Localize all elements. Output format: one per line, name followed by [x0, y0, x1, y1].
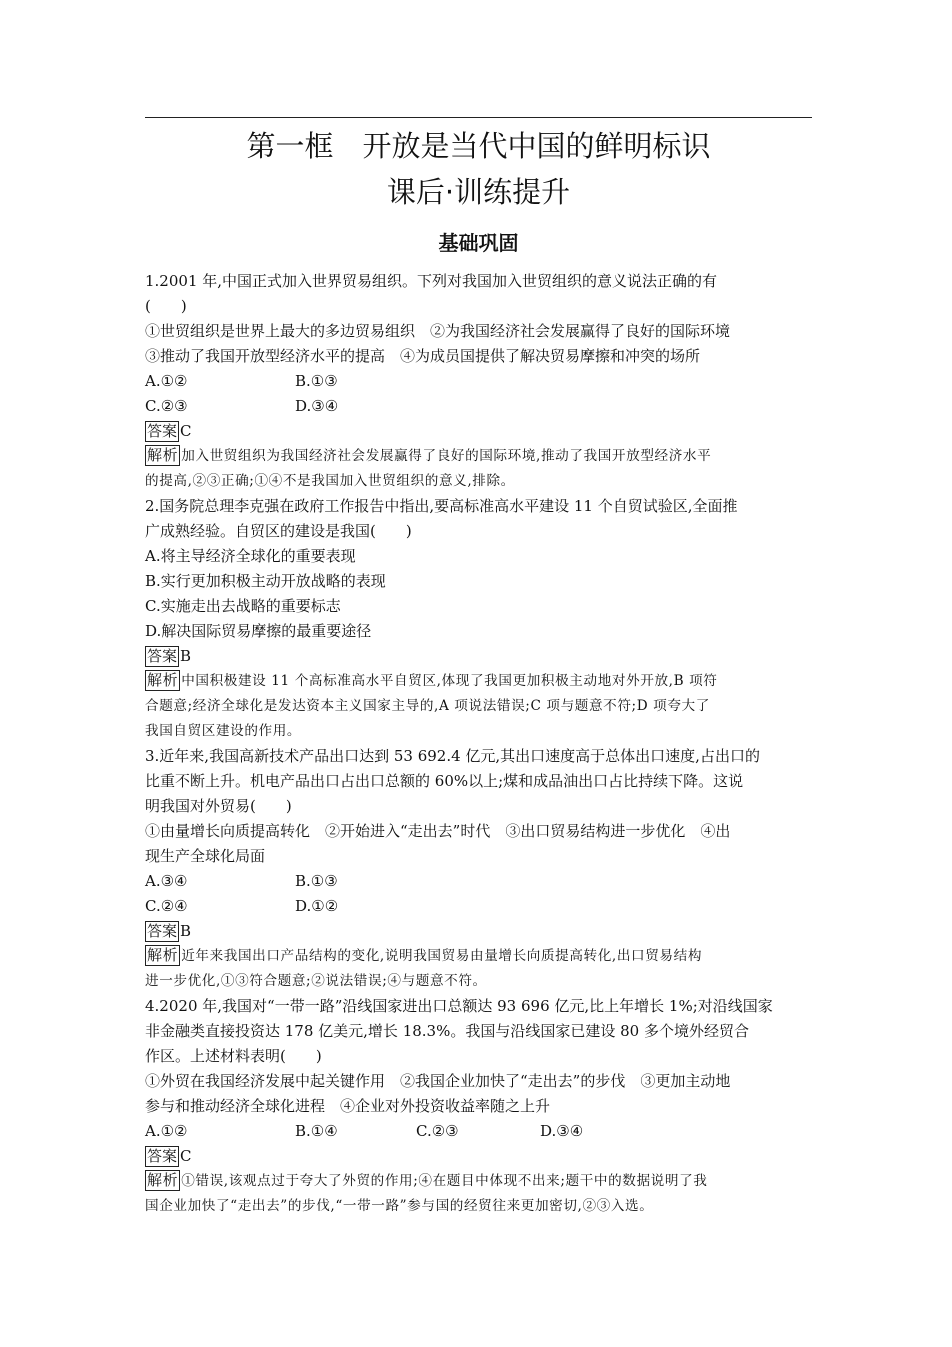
question-stem-line: 比重不断上升。机电产品出口占出口总额的 60%以上;煤和成品油出口占比持续下降。这说	[145, 772, 744, 790]
option-d: D.①②	[295, 897, 339, 915]
answer-label: 答案	[147, 1147, 178, 1165]
question-stem-line: 广成熟经验。自贸区的建设是我国( )	[145, 522, 412, 540]
statement-line: 参与和推动经济全球化进程 ④企业对外投资收益率随之上升	[145, 1097, 551, 1115]
analysis-row	[145, 669, 812, 694]
analysis-text: 加入世贸组织为我国经济社会发展赢得了良好的国际环境,推动了我国开放型经济水平	[181, 448, 712, 464]
question-2	[145, 494, 812, 744]
option-b: B.①③	[295, 372, 338, 390]
option-b: B.①③	[295, 872, 338, 890]
answer-value: B	[180, 922, 192, 940]
answer-label: 答案	[147, 422, 178, 440]
question-stem-line: 2.国务院总理李克强在政府工作报告中指出,要高标准高水平建设 11 个自贸试验区,全面推	[145, 497, 738, 515]
answer-row	[145, 419, 812, 444]
question-stem-line: 非金融类直接投资达 178 亿美元,增长 18.3%。我国与沿线国家已建设 80 多个境外经贸合	[145, 1022, 749, 1040]
analysis-label: 解析	[147, 946, 179, 964]
option-d: D.③④	[295, 397, 339, 415]
top-rule	[145, 117, 812, 118]
statement-line: ③推动了我国开放型经济水平的提高 ④为成员国提供了解决贸易摩擦和冲突的场所	[145, 347, 701, 365]
analysis-text: ①错误,该观点过于夸大了外贸的作用;④在题目中体现不出来;题干中的数据说明了我	[181, 1173, 708, 1189]
answer-row	[145, 644, 812, 669]
options-row	[145, 894, 812, 919]
option-a: A.将主导经济全球化的重要表现	[145, 547, 356, 565]
answer-label: 答案	[147, 922, 178, 940]
option-c: C.实施走出去战略的重要标志	[145, 597, 341, 615]
option-b: B.实行更加积极主动开放战略的表现	[145, 572, 386, 590]
question-stem-line: 4.2020 年,我国对“一带一路”沿线国家进出口总额达 93 696 亿元,比上年增长 1%;对沿线国家	[145, 997, 773, 1015]
analysis-label: 解析	[147, 671, 179, 689]
question-stem-line: 3.近年来,我国高新技术产品出口达到 53 692.4 亿元,其出口速度高于总体出口速度,占出口的	[145, 747, 760, 765]
option-a: A.③④	[145, 872, 188, 890]
option-c: C.②③	[416, 1122, 459, 1140]
options-row	[145, 369, 812, 394]
question-stem-line: 作区。上述材料表明( )	[145, 1047, 322, 1065]
answer-value: C	[180, 422, 192, 440]
question-4	[145, 994, 812, 1219]
option-a: A.①②	[145, 372, 188, 390]
analysis-line: 进一步优化,①③符合题意;②说法错误;④与题意不符。	[145, 973, 487, 989]
answer-label: 答案	[147, 647, 178, 665]
option-b: B.①④	[295, 1122, 338, 1140]
analysis-row	[145, 1169, 812, 1194]
option-d: D.③④	[540, 1122, 584, 1140]
analysis-line: 合题意;经济全球化是发达资本主义国家主导的,A 项说法错误;C 项与题意不符;D 项夸大了	[145, 698, 710, 714]
analysis-text: 中国积极建设 11 个高标准高水平自贸区,体现了我国更加积极主动地对外开放,B 项符	[181, 673, 718, 689]
option-d: D.解决国际贸易摩擦的最重要途径	[145, 622, 372, 640]
answer-row	[145, 919, 812, 944]
answer-row	[145, 1144, 812, 1169]
analysis-row	[145, 944, 812, 969]
question-list	[145, 269, 812, 1219]
option-c: C.②③	[145, 397, 188, 415]
question-stem-line: 1.2001 年,中国正式加入世界贸易组织。下列对我国加入世贸组织的意义说法正确的有	[145, 272, 718, 290]
statement-line: ①外贸在我国经济发展中起关键作用 ②我国企业加快了“走出去”的步伐 ③更加主动地	[145, 1072, 731, 1090]
options-row	[145, 394, 812, 419]
analysis-line: 我国自贸区建设的作用。	[145, 723, 302, 739]
option-c: C.②④	[145, 897, 188, 915]
question-stem-line: 明我国对外贸易( )	[145, 797, 292, 815]
analysis-line: 国企业加快了“走出去”的步伐,“一带一路”参与国的经贸往来更加密切,②③入选。	[145, 1198, 654, 1214]
answer-value: B	[180, 647, 192, 665]
question-1	[145, 269, 812, 494]
page-subtitle: 课后·训练提升	[386, 175, 571, 209]
statement-line: 现生产全球化局面	[145, 847, 266, 865]
statement-line: ①由量增长向质提高转化 ②开始进入“走出去”时代 ③出口贸易结构进一步优化 ④出	[145, 822, 731, 840]
analysis-label: 解析	[147, 1171, 179, 1189]
statement-line: ①世贸组织是世界上最大的多边贸易组织 ②为我国经济社会发展赢得了良好的国际环境	[145, 322, 731, 340]
page-title: 第一框 开放是当代中国的鲜明标识	[246, 129, 711, 163]
options-row	[145, 869, 812, 894]
options-row	[145, 1119, 812, 1144]
analysis-label: 解析	[147, 446, 179, 464]
question-3	[145, 744, 812, 994]
section-heading: 基础巩固	[438, 231, 519, 255]
analysis-line: 的提高,②③正确;①④不是我国加入世贸组织的意义,排除。	[145, 473, 515, 489]
question-stem-line: ( )	[145, 297, 187, 315]
analysis-text: 近年来我国出口产品结构的变化,说明我国贸易由量增长向质提高转化,出口贸易结构	[181, 948, 703, 964]
answer-value: C	[180, 1147, 192, 1165]
analysis-row	[145, 444, 812, 469]
option-a: A.①②	[145, 1122, 188, 1140]
